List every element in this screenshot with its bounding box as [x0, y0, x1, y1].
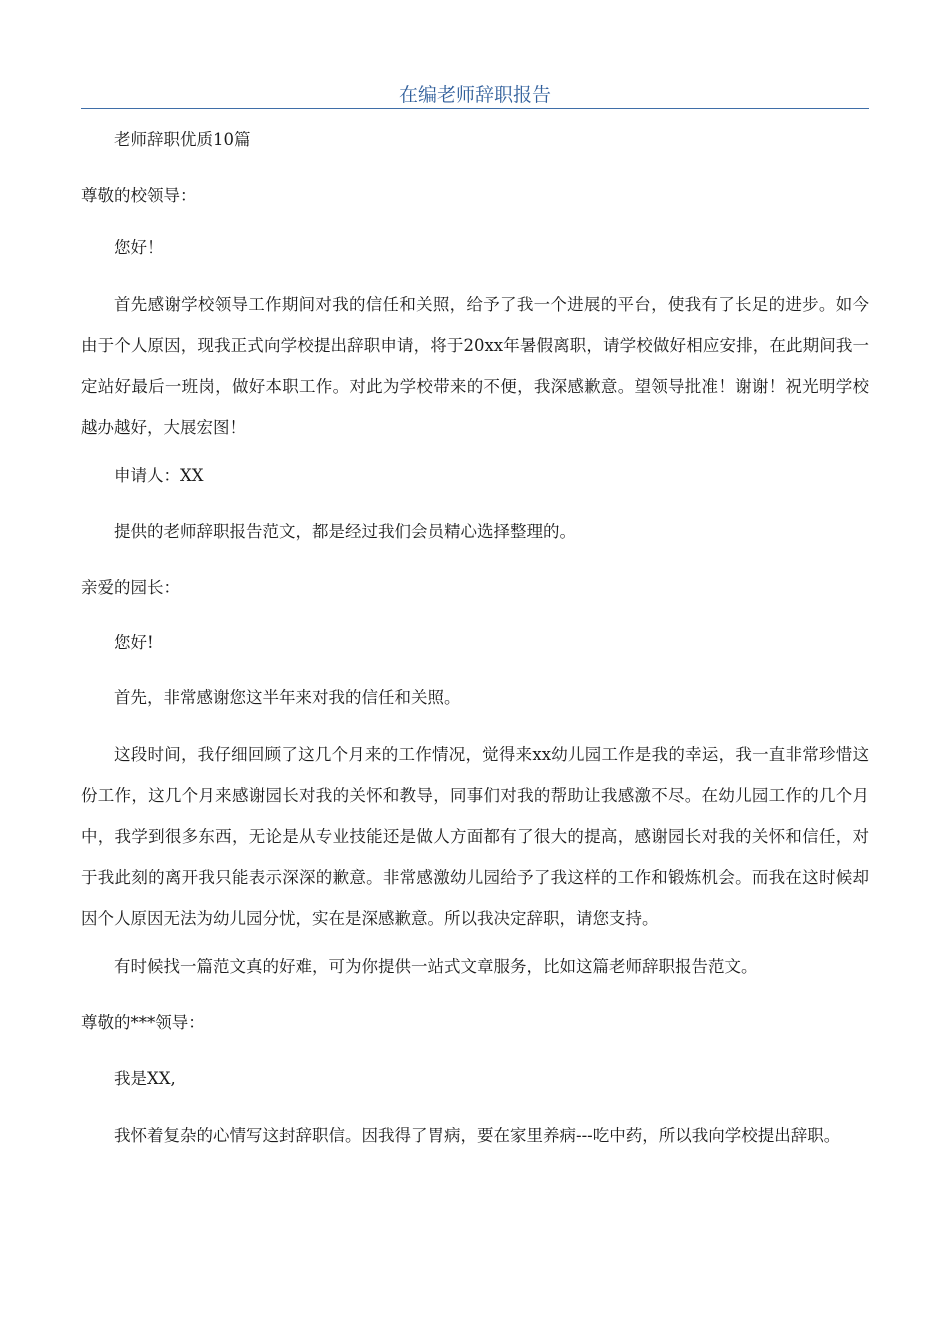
paragraph-thanks: 首先，非常感谢您这半年来对我的信任和关照。 [114, 688, 461, 707]
paragraph-greeting-3: 我是XX, [114, 1069, 176, 1088]
paragraph-greeting-2: 您好! [114, 633, 154, 652]
paragraph-salutation-2: 亲爱的园长： [81, 578, 180, 597]
paragraph-salutation-1: 尊敬的校领导： [81, 186, 197, 205]
paragraph-body-3: 我怀着复杂的心情写这封辞职信。因我得了胃病，要在家里养病---吃中药，所以我向学校提出辞职。 [114, 1126, 841, 1145]
paragraph-note-2: 有时候找一篇范文真的好难，可为你提供一站式文章服务，比如这篇老师辞职报告范文。 [114, 957, 758, 976]
paragraph-subtitle: 老师辞职优质10篇 [114, 130, 251, 149]
paragraph-body-1: 首先感谢学校领导工作期间对我的信任和关照，给予了我一个进展的平台，使我有了长足的进步。如今由于个人原因，现我正式向学校提出辞职申请，将于20xx年暑假离职，请学校做好相应安排，在此期间我一定站好最后一班岗，做好本职工作。对此为学校带来的不便，我深感歉意。望领导批准！谢谢！祝光明学校越办越好，大展宏图！ [81, 295, 869, 437]
paragraph-greeting-1: 您好！ [114, 238, 164, 257]
document-title: 在编老师辞职报告 [398, 84, 551, 106]
paragraph-salutation-3: 尊敬的***领导： [81, 1013, 205, 1032]
paragraph-note-1: 提供的老师辞职报告范文，都是经过我们会员精心选择整理的。 [114, 522, 576, 541]
document-body [81, 126, 869, 1156]
title-divider [81, 108, 869, 109]
paragraph-signature: 申请人：XX [114, 466, 204, 485]
paragraph-body-2: 这段时间，我仔细回顾了这几个月来的工作情况，觉得来xx幼儿园工作是我的幸运，我一直非常珍惜这份工作，这几个月来感谢园长对我的关怀和教导，同事们对我的帮助让我感激不尽。在幼儿园工作的几个月中，我学到很多东西，无论是从专业技能还是做人方面都有了很大的提高，感谢园长对我的关怀和信任，对于我此刻的离开我只能表示深深的歉意。非常感激幼儿园给予了我这样的工作和锻炼机会。而我在这时候却因个人原因无法为幼儿园分忧，实在是深感歉意。所以我决定辞职，请您支持。 [81, 745, 869, 928]
